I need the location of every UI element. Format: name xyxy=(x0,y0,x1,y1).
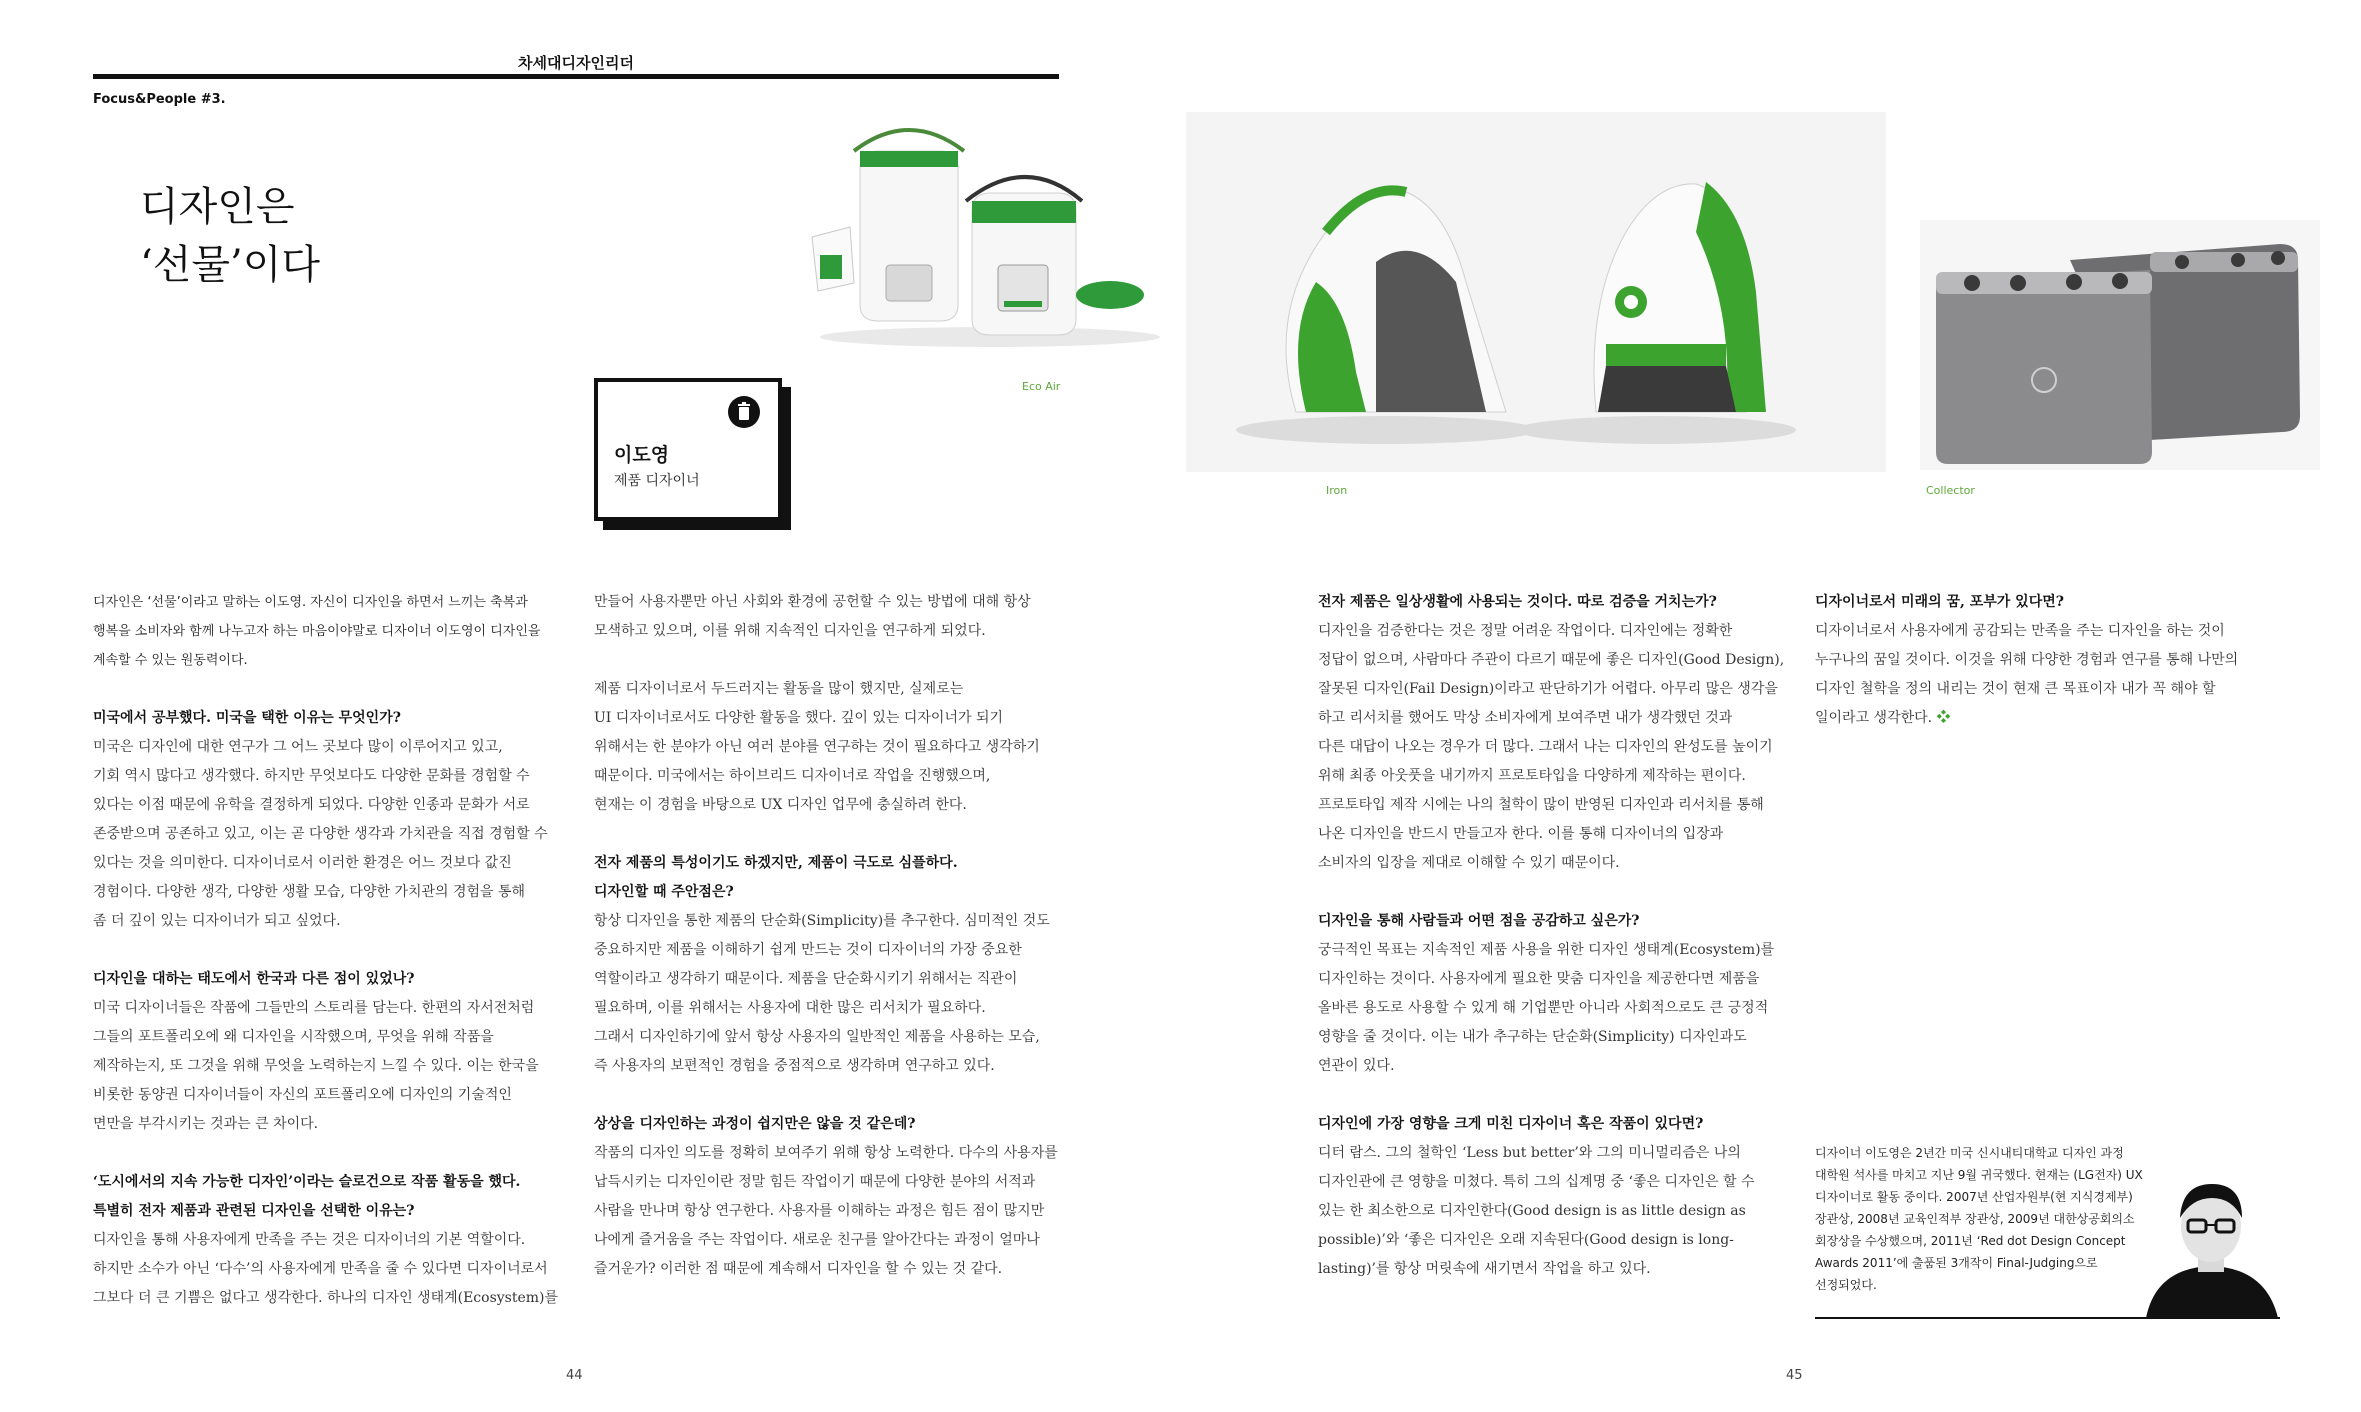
answer-7: 궁극적인 목표는 지속적인 제품 사용을 위한 디자인 생태계(Ecosystem)를 디자인하는 것이다. 사용자에게 필요한 맞춤 디자인을 제공한다면 제품을 올바른 용도로 사용할 수 있게 해 기업뿐만 아니라 사회적으로도 큰 긍정적 영향을 줄 것이다. 이는 내가 추구하는 단순화(Simplicity) 디자인과도 연관이 있다. xyxy=(1318,942,1775,1074)
designer-bio: 디자이너 이도영은 2년간 미국 신시내티대학교 디자인 과정 대학원 석사를 마치고 지난 9월 귀국했다. 현재는 (LG전자) UX 디자이너로 활동 중이다. 2007년 산업자원부(현 지식경제부) 장관상, 2008년 교육인적부 장관상, 2009년 대한상공회의소 회장상을 수상했으며, 2011년 ‘Red dot Design Concept Awards 2011’에 출품된 3개작이 Final-Judging으로 선정되었다. xyxy=(1815,1146,2143,1292)
answer-2: 미국 디자이너들은 작품에 그들만의 스토리를 담는다. 한편의 자서전처럼 그들의 포트폴리오에 왜 디자인을 시작했으며, 무엇을 위해 작품을 제작하는지, 또 그것을 위해 무엇을 노력하는지 느낄 수 있다. 이는 한국을 비롯한 동양권 디자이너들이 자신의 포트폴리오에 디자인의 기술적인 면만을 부각시키는 것과는 큰 차이다. xyxy=(93,1000,539,1132)
intro-text: 디자인은 ‘선물’이라고 말하는 이도영. 자신이 디자인을 하면서 느끼는 축복과 행복을 소비자와 함께 나누고자 하는 마음이야말로 디자이너 이도영이 디자인을 계속할 수 있는 원동력이다. xyxy=(93,595,541,668)
page-number-left: 44 xyxy=(566,1368,583,1383)
article-title-line1: 디자인은 xyxy=(140,184,295,230)
bio-rule xyxy=(1815,1317,2280,1319)
answer-9-text: 디자이너로서 사용자에게 공감되는 만족을 주는 디자인을 하는 것이 누구나의 꿈일 것이다. 이것을 위해 다양한 경험과 연구를 통해 나만의 디자인 철학을 정의 내리는 것이 현재 큰 목표이자 내가 꼭 해야 할 일이라고 생각한다. xyxy=(1815,623,2239,726)
answer-1: 미국은 디자인에 대한 연구가 그 어느 곳보다 많이 이루어지고 있고, 기회 역시 많다고 생각했다. 하지만 무엇보다도 다양한 문화를 경험할 수 있다는 이점 때문에 유학을 결정하게 되었다. 다양한 인종과 문화가 서로 존중받으며 공존하고 있고, 이는 곧 다양한 생각과 가치관을 직접 경험할 수 있다는 것을 의미한다. 디자이너로서 이러한 환경은 어느 것보다 값진 경험이다. 다양한 생각, 다양한 생활 모습, 다양한 가치관의 경험을 통해 좀 더 깊이 있는 디자이너가 되고 싶었다. xyxy=(93,739,548,929)
iron-image xyxy=(1186,112,1886,472)
article-title-line2: ‘선물’이다 xyxy=(140,242,320,288)
column-2 xyxy=(594,588,1074,1313)
collector-image xyxy=(1920,220,2320,470)
profile-card xyxy=(594,378,782,521)
question-3: ‘도시에서의 지속 가능한 디자인’이라는 슬로건으로 작품 활동을 했다. 특별히 전자 제품과 관련된 디자인을 선택한 이유는? xyxy=(93,1174,521,1219)
question-4: 전자 제품의 특성이기도 하겠지만, 제품이 극도로 심플하다. 디자인할 때 주안점은? xyxy=(594,855,958,900)
trash-bin-icon xyxy=(728,396,760,428)
paragraph-ui: 제품 디자이너로서 두드러지는 활동을 많이 했지만, 실제로는 UI 디자이너로서도 다양한 활동을 했다. 깊이 있는 디자이너가 되기 위해서는 한 분야가 아닌 여러 분야를 연구하는 것이 필요하다고 생각하기 때문이다. 미국에서는 하이브리드 디자이너로 작업을 진행했으며, 현재는 이 경험을 바탕으로 UX 디자인 업무에 충실하려 한다. xyxy=(594,681,1040,813)
designer-role: 제품 디자이너 xyxy=(614,473,700,489)
caption-iron: Iron xyxy=(1326,484,1348,497)
header-rule xyxy=(93,74,1059,79)
answer-4: 항상 디자인을 통한 제품의 단순화(Simplicity)를 추구한다. 심미적인 것도 중요하지만 제품을 이해하기 쉽게 만드는 것이 디자이너의 가장 중요한 역할이라고 생각하기 때문이다. 제품을 단순화시키기 위해서는 직관이 필요하며, 이를 위해서는 사용자에 대한 많은 리서치가 필요하다. 그래서 디자인하기에 앞서 항상 사용자의 일반적인 제품을 사용하는 모습, 즉 사용자의 보편적인 경험을 중점적으로 생각하며 연구하고 있다. xyxy=(594,913,1050,1074)
answer-3: 디자인을 통해 사용자에게 만족을 주는 것은 디자이너의 기본 역할이다. 하지만 소수가 아닌 ‘다수’의 사용자에게 만족을 줄 수 있다면 디자이너로서 그보다 더 큰 기쁨은 없다고 생각한다. 하나의 디자인 생태계(Ecosystem)를 xyxy=(93,1232,559,1306)
caption-eco-air: Eco Air xyxy=(1022,380,1061,393)
column-1 xyxy=(93,588,573,1342)
question-7: 디자인을 통해 사람들과 어떤 점을 공감하고 싶은가? xyxy=(1318,913,1640,929)
answer-6: 디자인을 검증한다는 것은 정말 어려운 작업이다. 디자인에는 정확한 정답이 없으며, 사람마다 주관이 다르기 때문에 좋은 디자인(Good Design), 잘못된 디자인(Fail Design)이라고 판단하기가 어렵다. 아무리 많은 생각을 하고 리서치를 했어도 막상 소비자에게 보여주면 내가 생각했던 것과 다른 대답이 나오는 경우가 더 많다. 그래서 나는 디자인의 완성도를 높이기 위해 최종 아웃풋을 내기까지 프로토타입을 다양하게 제작하는 편이다. 프로토타입 제작 시에는 나의 철학이 많이 반영된 디자인과 리서치를 통해 나온 디자인을 반드시 만들고자 한다. 이를 통해 디자이너의 입장과 소비자의 입장을 제대로 이해할 수 있기 때문이다. xyxy=(1318,623,1785,871)
end-mark-icon: ❖ xyxy=(1936,710,1951,726)
designer-name: 이도영 xyxy=(614,444,670,466)
section-title: 차세대디자인리더 xyxy=(518,54,634,72)
article-title xyxy=(140,178,320,294)
question-5: 상상을 디자인하는 과정이 쉽지만은 않을 것 같은데? xyxy=(594,1116,916,1132)
caption-collector: Collector xyxy=(1926,484,1975,497)
page-number-right: 45 xyxy=(1786,1368,1803,1383)
eco-air-image xyxy=(790,115,1180,355)
answer-3-continued: 만들어 사용자뿐만 아닌 사회와 환경에 공헌할 수 있는 방법에 대해 항상 모색하고 있으며, 이를 위해 지속적인 디자인을 연구하게 되었다. xyxy=(594,594,1031,639)
answer-5: 작품의 디자인 의도를 정확히 보여주기 위해 항상 노력한다. 다수의 사용자를 납득시키는 디자인이란 정말 힘든 작업이기 때문에 다양한 분야의 서적과 사람을 만나며 항상 연구한다. 사용자를 이해하는 과정은 힘든 점이 많지만 나에게 즐거움을 주는 작업이다. 새로운 친구를 알아간다는 과정이 얼마나 즐거운가? 이러한 점 때문에 계속해서 디자인을 할 수 있는 것 같다. xyxy=(594,1145,1058,1277)
series-label: Focus&People #3. xyxy=(93,92,226,107)
question-1: 미국에서 공부했다. 미국을 택한 이유는 무엇인가? xyxy=(93,710,401,726)
question-9: 디자이너로서 미래의 꿈, 포부가 있다면? xyxy=(1815,594,2064,610)
question-6: 전자 제품은 일상생활에 사용되는 것이다. 따로 검증을 거치는가? xyxy=(1318,594,1717,610)
answer-9 xyxy=(1815,617,2295,733)
column-4 xyxy=(1815,588,2295,733)
question-8: 디자인에 가장 영향을 크게 미친 디자이너 혹은 작품이 있다면? xyxy=(1318,1116,1704,1132)
column-3 xyxy=(1318,588,1798,1313)
question-2: 디자인을 대하는 태도에서 한국과 다른 점이 있었나? xyxy=(93,971,415,987)
designer-portrait xyxy=(2136,1168,2286,1318)
answer-8: 디터 람스. 그의 철학인 ‘Less but better’와 그의 미니멀리즘은 나의 디자인관에 큰 영향을 미쳤다. 특히 그의 십계명 중 ‘좋은 디자인은 할 수 있는 한 최소한으로 디자인한다(Good design is as little design as possible)’와 ‘좋은 디자인은 오래 지속된다(Good design is long- lasting)’를 항상 머릿속에 새기면서 작업을 하고 있다. xyxy=(1318,1145,1755,1277)
